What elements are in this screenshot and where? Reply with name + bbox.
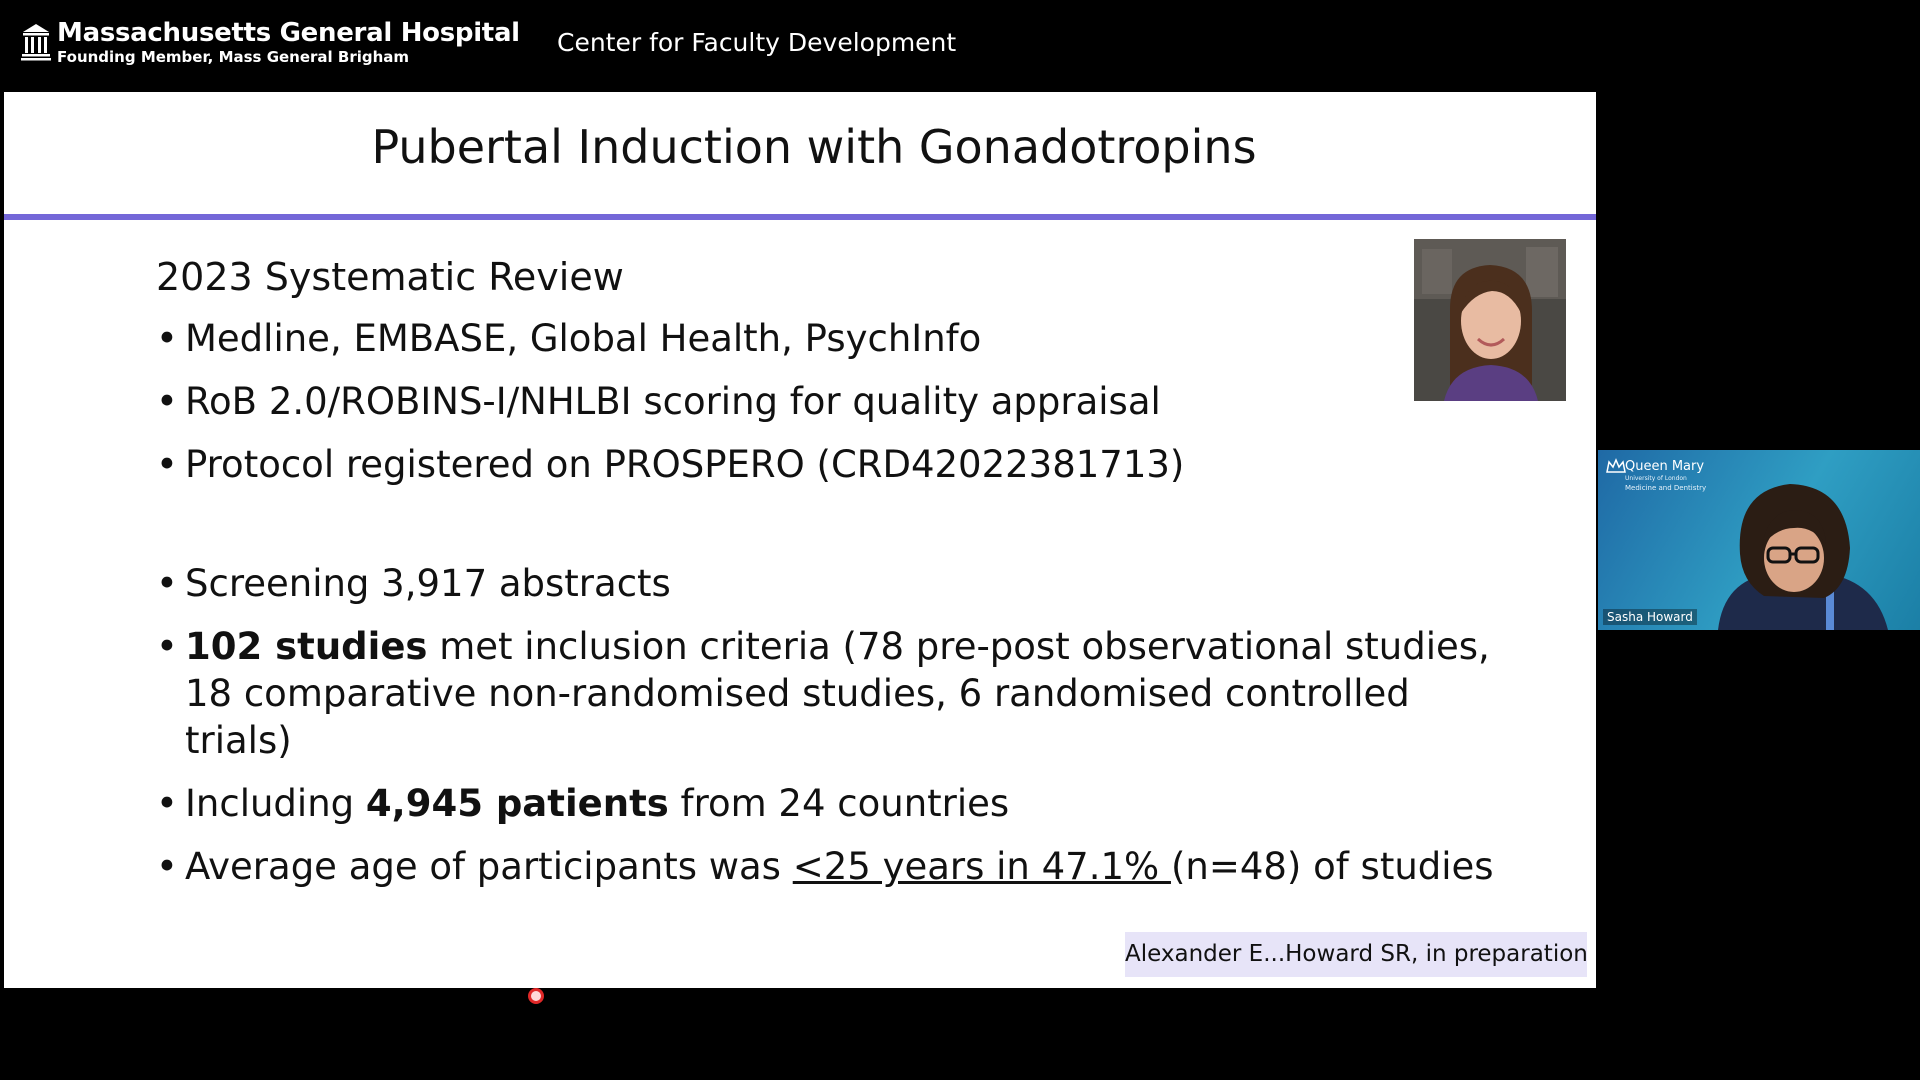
bullet-item [156,623,1506,764]
bullet-item: • Medline, EMBASE, Global Health, PsychInfo [156,315,1506,362]
bullet-item: • Protocol registered on PROSPERO (CRD42022381713) [156,441,1506,488]
building-columns-icon [20,20,52,64]
presentation-slide [4,92,1596,988]
underlined-text: <25 years in 47.1% [792,845,1171,888]
bullet-text: from 24 countries [668,782,1010,825]
video-org-sub: University of London [1625,475,1687,482]
slide-title: Pubertal Induction with Gonadotropins [371,120,1257,174]
bullet-item: • Screening 3,917 abstracts [156,560,1506,607]
method-bullets [156,315,1506,488]
presenter-video-tile[interactable] [1598,450,1920,630]
bold-text: 102 studies [185,625,428,668]
video-org-sub: Medicine and Dentistry [1625,484,1707,492]
org-name: Massachusetts General Hospital [57,18,520,48]
bullet-item: • RoB 2.0/ROBINS-I/NHLBI scoring for quality appraisal [156,378,1506,425]
org-subtitle: Founding Member, Mass General Brigham [57,48,410,66]
center-title: Center for Faculty Development [557,28,957,57]
participant-video [1688,470,1920,630]
section-heading: 2023 Systematic Review [156,255,624,299]
crown-icon [1606,458,1626,474]
bold-text: 4,945 patients [365,782,669,825]
bullet-text: (n=48) of studies [1170,845,1494,888]
results-bullets [156,560,1506,890]
header-bar [0,0,1920,92]
slide-body [156,255,1506,890]
laser-pointer-icon [528,988,544,1004]
bullet-text: Including [185,782,366,825]
participant-name: Sasha Howard [1603,609,1697,625]
bullet-item [156,843,1506,890]
bullet-text: Average age of participants was [185,845,793,888]
bullet-text: met inclusion criteria (78 pre-post observational studies, 18 comparative non-randomised studies, 6 randomised controlled trials) [185,625,1490,762]
video-org-name: Queen Mary [1625,459,1705,474]
title-divider [4,214,1596,220]
bullet-item [156,780,1506,827]
citation-box: Alexander E...Howard SR, in preparation [1125,932,1587,977]
